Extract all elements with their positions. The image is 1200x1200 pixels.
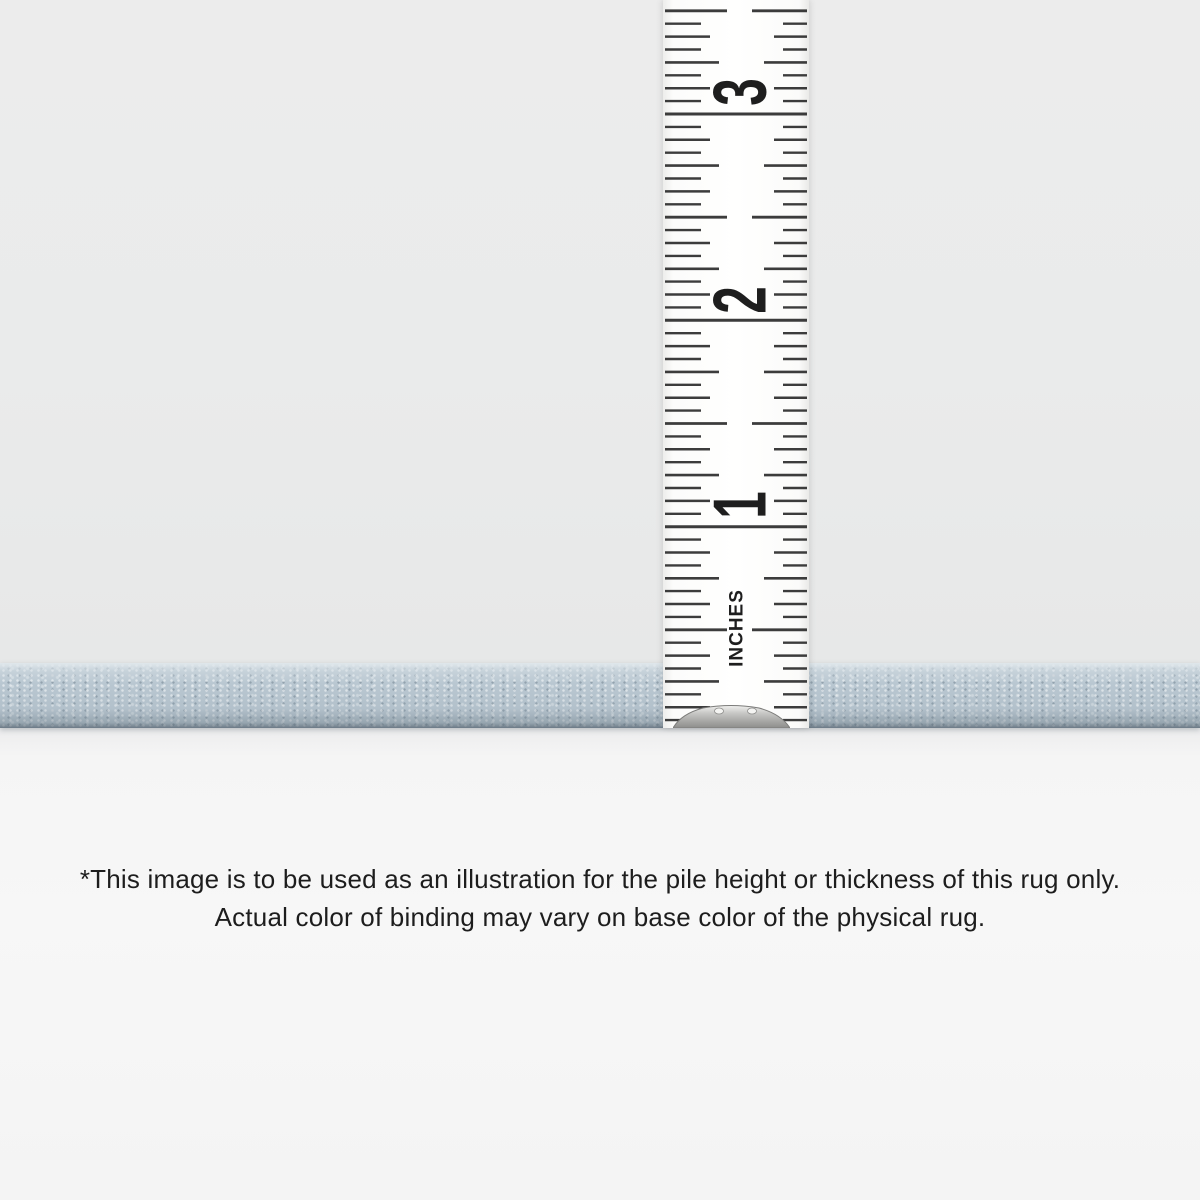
- floor: [0, 728, 1200, 1200]
- rivet-icon: [748, 708, 757, 714]
- inches-label: INCHES: [726, 589, 748, 667]
- rug-edge-strip: [0, 663, 1200, 728]
- caption-line-1: *This image is to be used as an illustration for the pile height or thickness of this rug only.: [79, 864, 1121, 894]
- ruler-number-1: 1: [697, 491, 782, 519]
- ruler-number-3: 3: [697, 78, 782, 106]
- measuring-tape: [663, 0, 809, 728]
- disclaimer-caption: [0, 860, 1200, 936]
- rivet-icon: [715, 708, 724, 714]
- ruler-number-2: 2: [697, 286, 782, 314]
- caption-line-2: Actual color of binding may vary on base color of the physical rug.: [214, 902, 986, 932]
- tape-end-clip-icon: [673, 704, 790, 728]
